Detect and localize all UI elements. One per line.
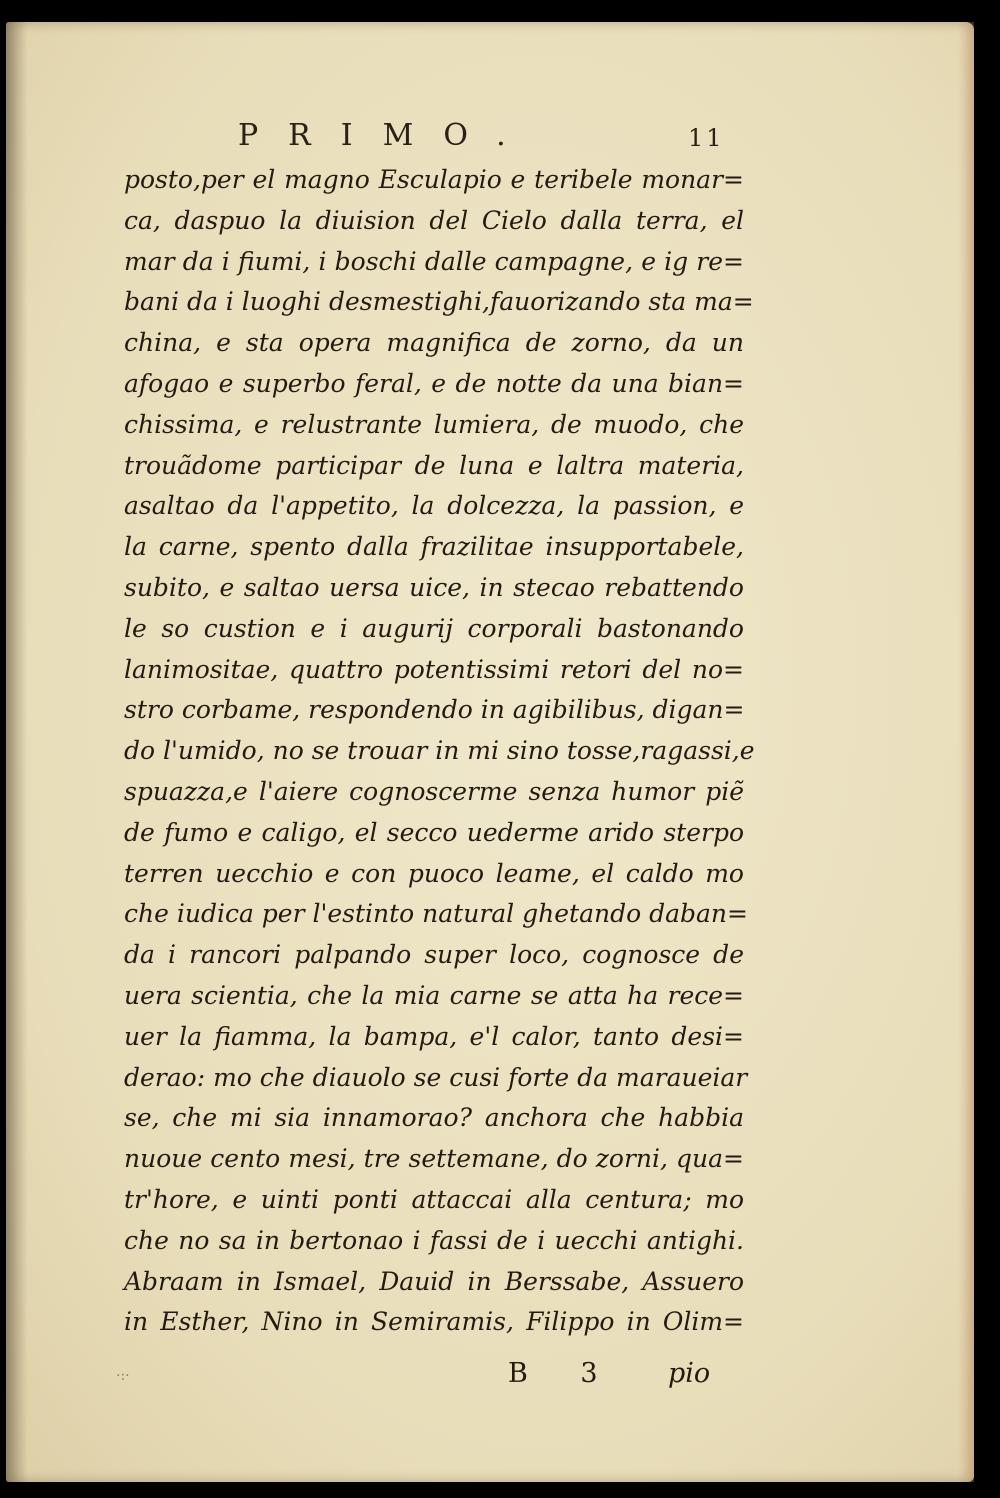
body-text [124, 160, 755, 1343]
text-line: le so custion e i augurij corporali bastonando [124, 613, 744, 643]
text-line: chissima, e relustrante lumiera, de muodo, che [124, 409, 744, 439]
text-line: de fumo e caligo, el secco uederme arido sterpo [124, 817, 744, 847]
text-line: lanimositae, quattro potentissimi retori del no= [124, 654, 744, 684]
paper-leaf [6, 22, 974, 1482]
text-line: da i rancori palpando super loco, cognosce de [124, 940, 744, 970]
text-line: Abraam in Ismael, Dauid in Berssabe, Assuero [124, 1266, 744, 1296]
text-line: afogao e superbo feral, e de notte da una bian= [124, 368, 744, 398]
text-line: china, e sta opera magnifica de zorno, da un [124, 328, 744, 358]
binding-gutter-shadow [6, 22, 28, 1482]
text-line: nuoue cento mesi, tre settemane, do zorni, qua= [124, 1144, 744, 1174]
page-header [6, 118, 974, 162]
text-line: tr'hore, e uinti ponti attaccai alla centura; mo [124, 1184, 744, 1214]
text-line: se, che mi sia innamorao? anchora che habbia [124, 1103, 744, 1133]
text-line: in Esther, Nino in Semiramis, Filippo in Olim= [124, 1307, 744, 1337]
text-line: che no sa in bertonao i fassi de i uecchi antighi. [124, 1225, 744, 1255]
text-line: mar da i fiumi, i boschi dalle campagne, e ig re= [124, 246, 744, 276]
signature-mark: B 3 [508, 1358, 620, 1389]
text-line: posto,per el magno Esculapio e teribele monar= [124, 165, 744, 194]
text-line: uera scientia, che la mia carne se atta ha rece= [124, 980, 744, 1010]
text-line: spuazza,e l'aiere cognoscerme senza humor piẽ [124, 776, 744, 806]
text-line: la carne, spento dalla frazilitae insupportabele, [124, 532, 744, 562]
folio-number: 11 [688, 124, 725, 152]
text-line: uer la fiamma, la bampa, e'l calor, tanto desi= [124, 1021, 744, 1051]
page-edge-stain [958, 22, 974, 1482]
text-line: do l'umido, no se trouar in mi sino tosse,ragassi,e [124, 736, 755, 766]
text-line: terren uecchio e con puoco leame, el caldo mo [124, 858, 744, 888]
text-line: derao: mo che diauolo se cusi forte da maraueiar [124, 1062, 748, 1092]
text-line: bani da i luoghi desmestighi,fauorizando sta ma= [124, 287, 754, 317]
page-footer [6, 1358, 974, 1402]
running-title: PRIMO. [238, 118, 536, 153]
text-line: stro corbame, respondendo in agibilibus, digan= [124, 695, 745, 725]
text-line: asaltao da l'appetito, la dolcezza, la passion, e [124, 491, 744, 521]
text-line: trouãdome participar de luna e laltra materia, [124, 450, 744, 480]
text-line: che iudica per l'estinto natural ghetando daban= [124, 899, 748, 929]
text-line: ca, daspuo la diuision del Cielo dalla terra, el [124, 205, 744, 235]
catchword: pio [668, 1358, 711, 1389]
marginal-smudge: ·:· [116, 1368, 130, 1384]
text-line: subito, e saltao uersa uice, in stecao rebattendo [124, 572, 744, 602]
